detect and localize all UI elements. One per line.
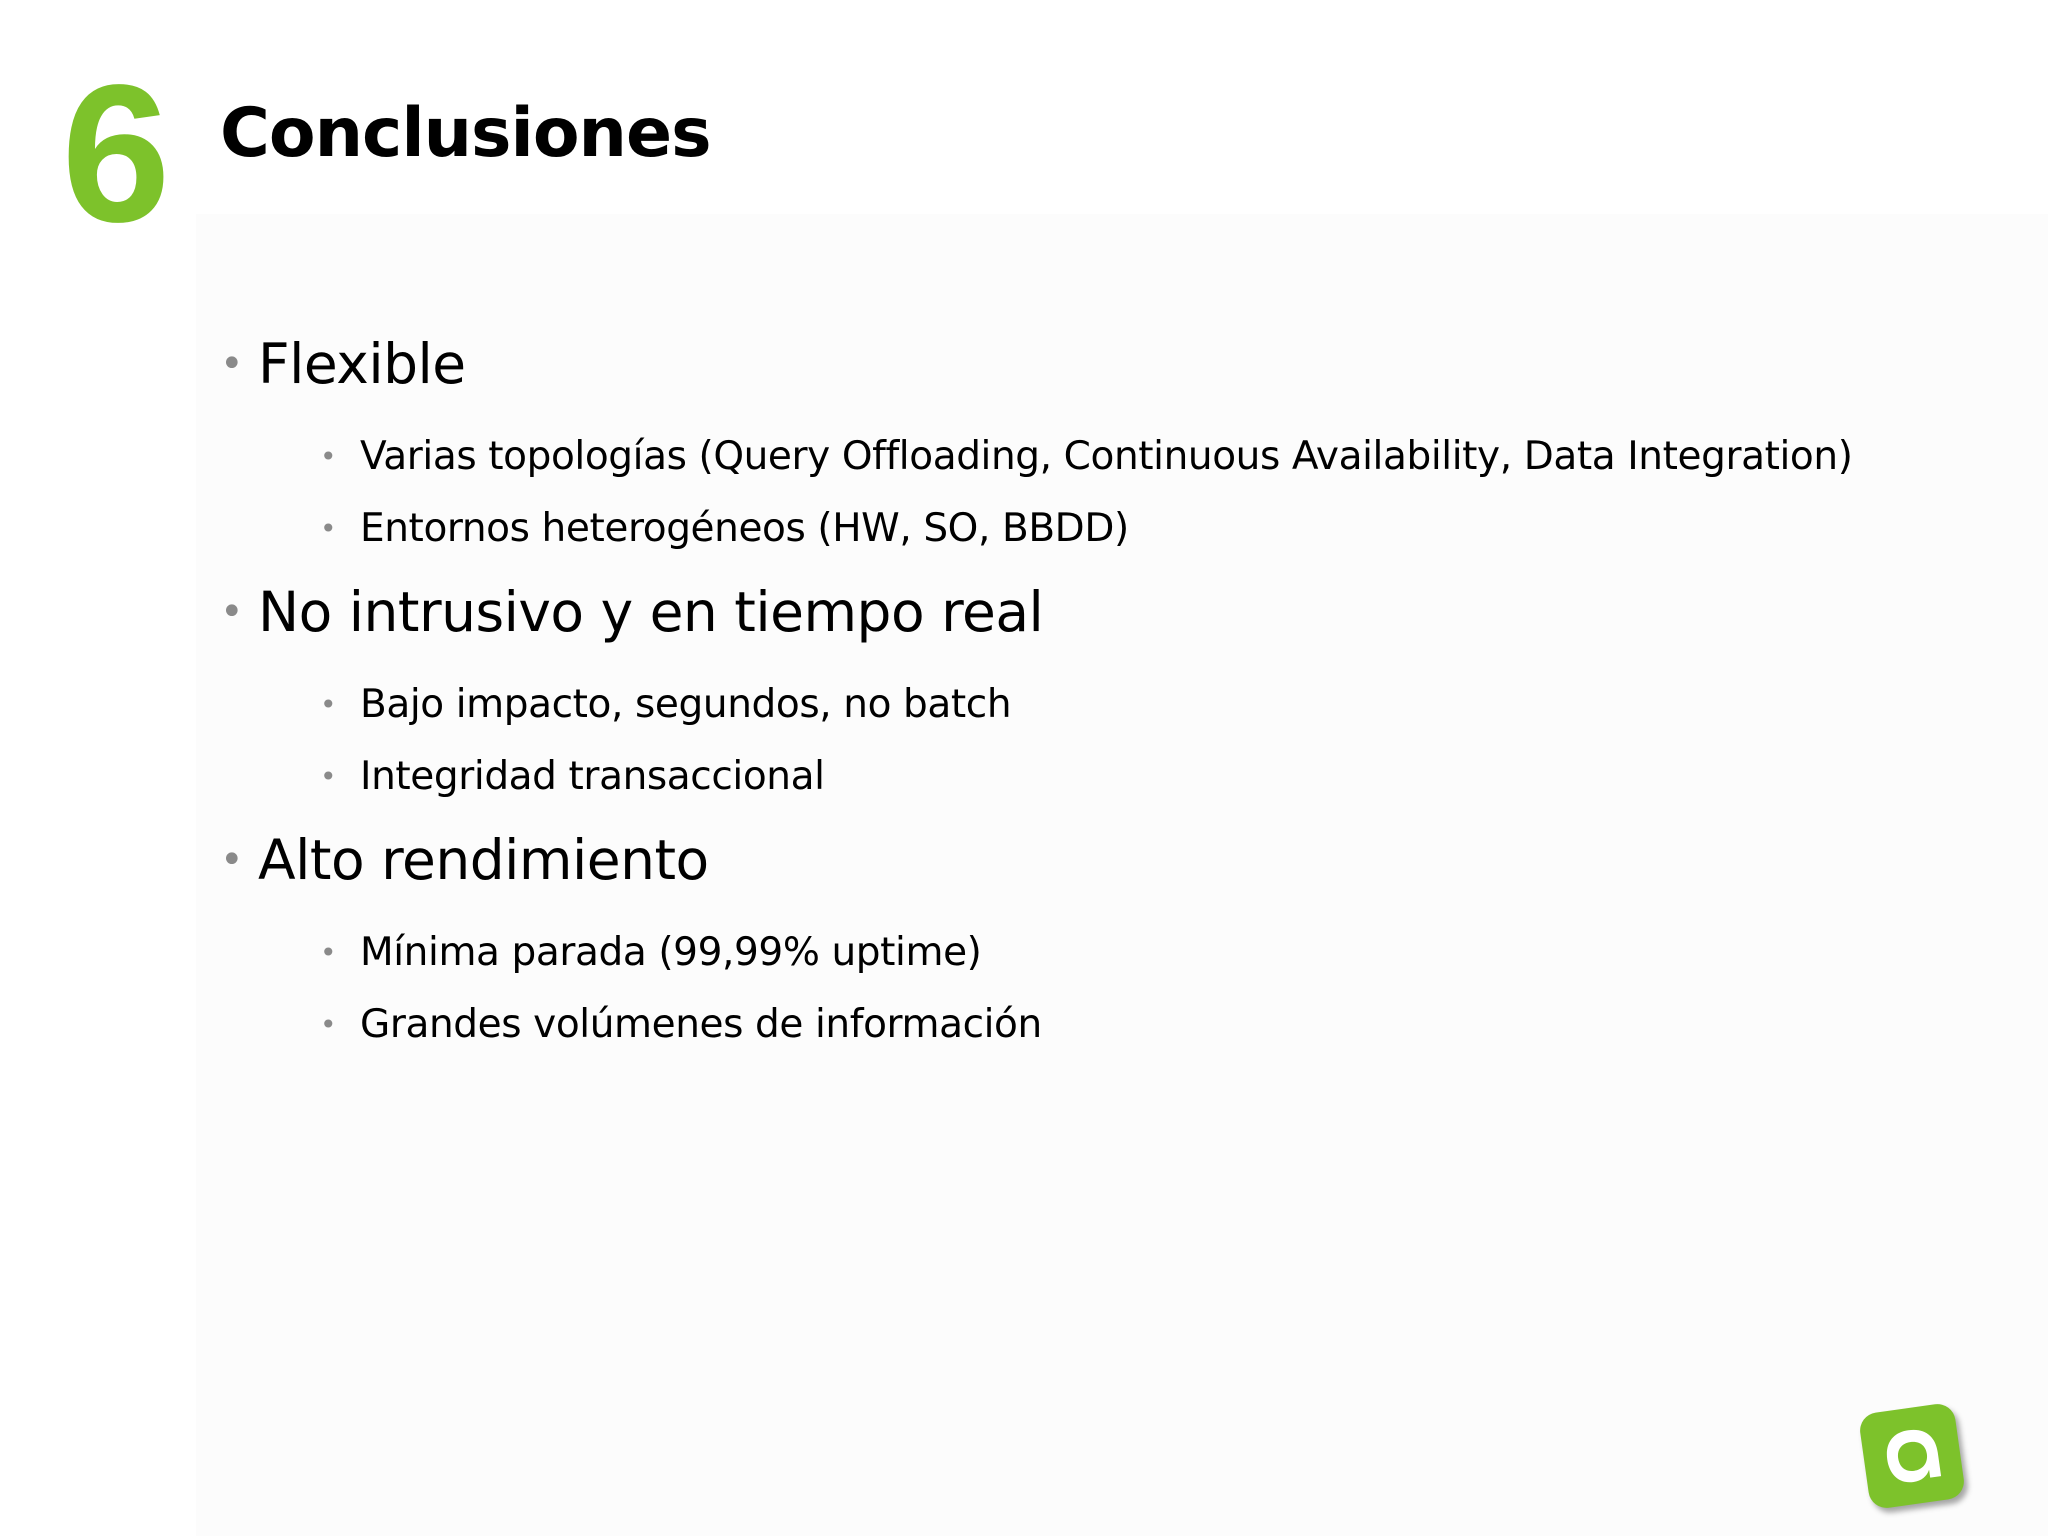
bullet-item: [220, 820, 709, 900]
sub-bullet-item: [320, 428, 1853, 484]
bullet-dot-icon: •: [320, 759, 337, 793]
bullet-dot-icon: •: [220, 341, 244, 387]
sub-bullet-item: [320, 500, 1129, 556]
sub-bullet-item: [320, 748, 825, 804]
sub-bullet-label: Varias topologías (Query Offloading, Continuous Availability, Data Integration): [360, 433, 1853, 479]
section-number: 6: [61, 44, 171, 263]
sub-bullet-label: Mínima parada (99,99% uptime): [360, 929, 982, 975]
slide-title: Conclusiones: [220, 94, 711, 173]
bullet-dot-icon: •: [220, 837, 244, 883]
bullet-label: No intrusivo y en tiempo real: [258, 580, 1044, 644]
bullet-item: [220, 572, 1043, 652]
logo-letter-icon: [1867, 1411, 1957, 1501]
bullet-dot-icon: •: [320, 439, 337, 473]
sub-bullet-item: [320, 996, 1042, 1052]
sub-bullet-label: Integridad transaccional: [360, 753, 825, 799]
sub-bullet-label: Entornos heterogéneos (HW, SO, BBDD): [360, 505, 1129, 551]
sub-bullet-item: [320, 924, 981, 980]
bullet-dot-icon: •: [320, 1007, 337, 1041]
bullet-dot-icon: •: [220, 589, 244, 635]
bullet-dot-icon: •: [320, 687, 337, 721]
bullet-label: Alto rendimiento: [258, 828, 709, 892]
bullet-label: Flexible: [258, 332, 466, 396]
brand-logo: [1858, 1402, 1966, 1510]
sub-bullet-label: Grandes volúmenes de información: [360, 1001, 1042, 1047]
sub-bullet-item: [320, 676, 1011, 732]
bullet-dot-icon: •: [320, 511, 337, 545]
bullet-item: [220, 324, 466, 404]
sub-bullet-label: Bajo impacto, segundos, no batch: [360, 681, 1012, 727]
bullet-dot-icon: •: [320, 935, 337, 969]
